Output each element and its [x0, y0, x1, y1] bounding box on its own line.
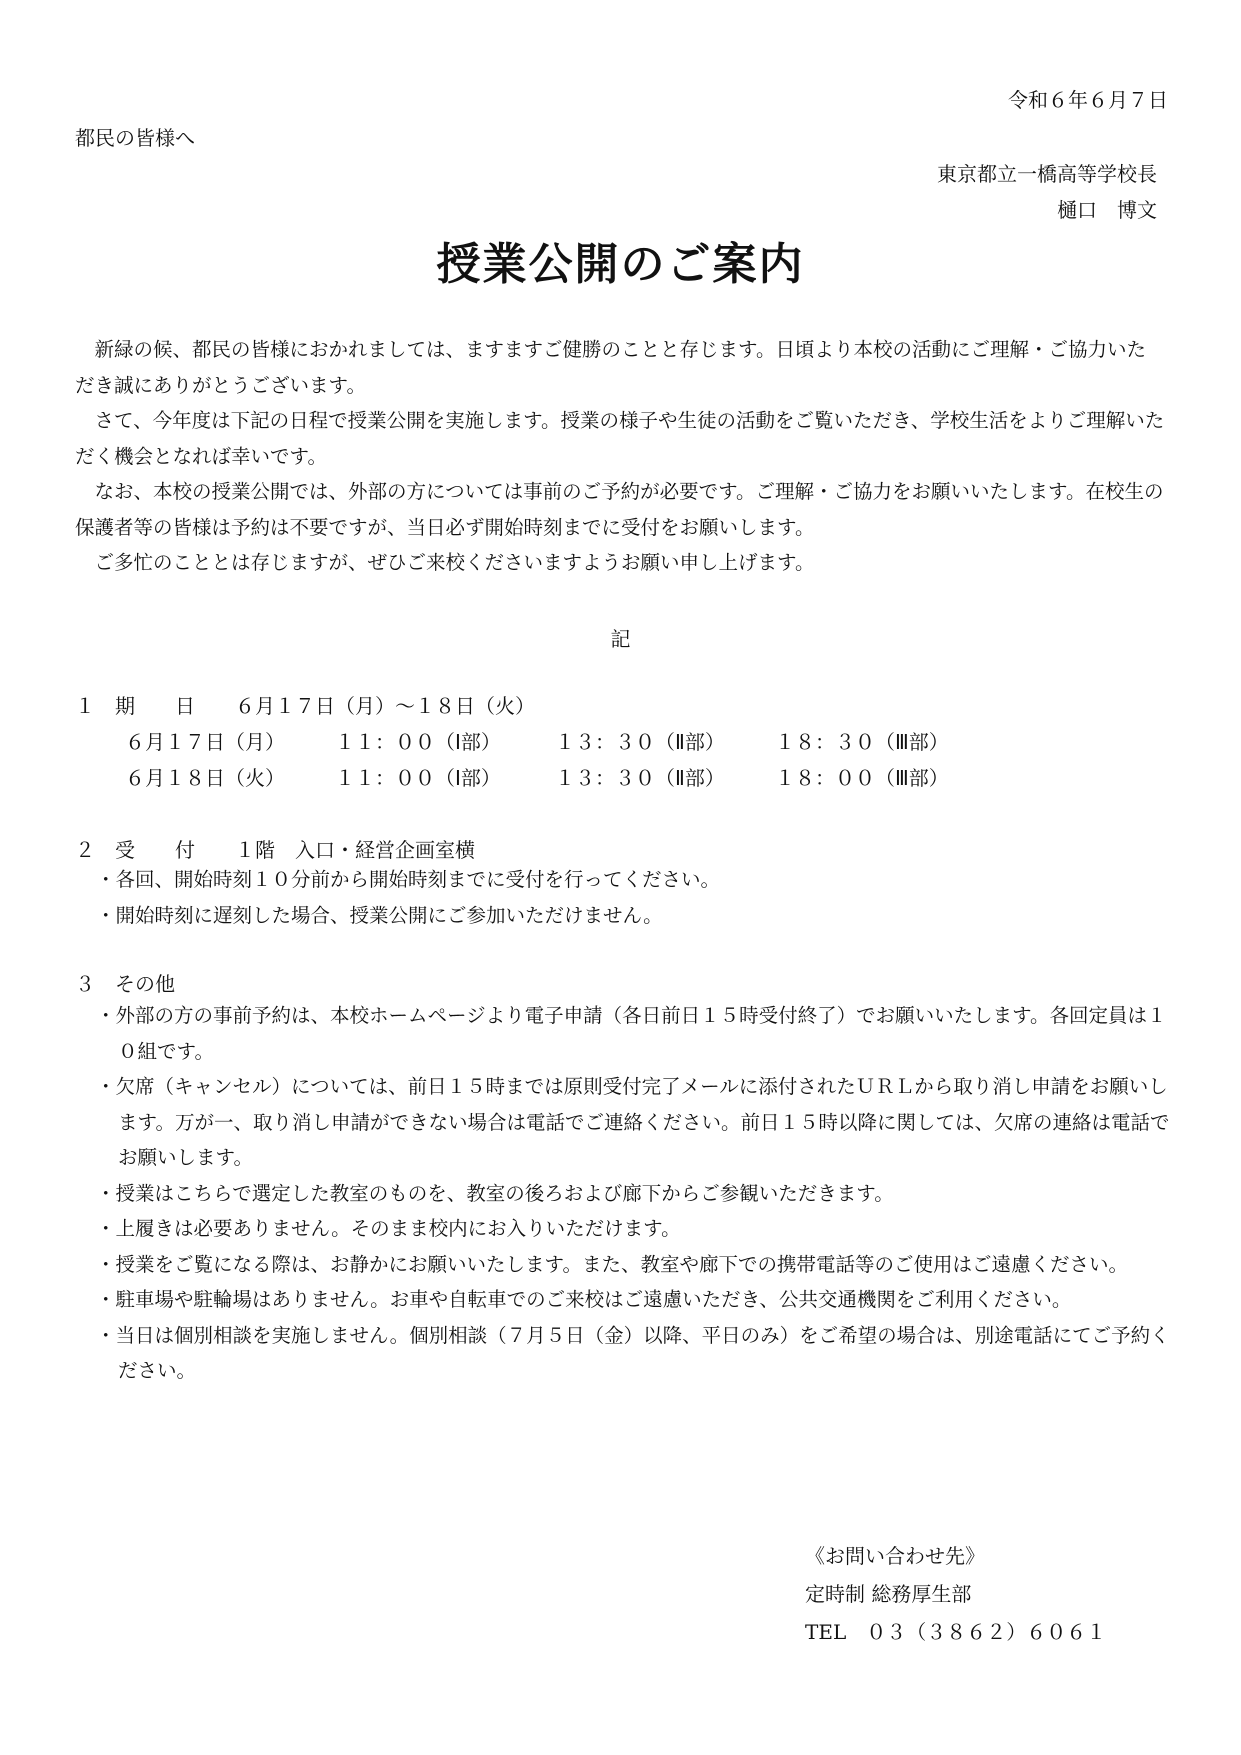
section-value: １階 入口・経営企画室横 — [235, 838, 475, 862]
sender-name: 樋口 博文 — [1057, 198, 1157, 222]
intro-body — [75, 332, 1165, 581]
intro-paragraph: 新緑の候、都民の皆様におかれましては、ますますご健勝のことと存じます。日頃より本校の活動にご理解・ご協力いただき誠にありがとうございます。 — [75, 338, 1146, 397]
section-number: ２ — [75, 838, 95, 862]
list-item: ・授業はこちらで選定した教室のものを、教室の後ろおよび廊下からご参観いただきます。 — [96, 1181, 894, 1205]
section-label: 受 付 — [115, 838, 195, 862]
intro-paragraph: なお、本校の授業公開では、外部の方については事前のご予約が必要です。ご理解・ご協力をお願いいたします。在校生の保護者等の皆様は予約は不要ですが、当日必ず開始時刻までに受付をお願いします。 — [75, 480, 1164, 539]
section-label: 期 日 — [115, 694, 195, 718]
schedule-day: ６月１８日（火） — [125, 766, 285, 790]
document-date: 令和６年６月７日 — [1008, 88, 1168, 112]
contact-heading: 《お問い合わせ先》 — [805, 1544, 985, 1568]
sender-organization: 東京都立一橋高等学校長 — [937, 162, 1157, 186]
session-2: １３：３０（Ⅱ部） — [555, 730, 725, 754]
list-item: ・外部の方の事前予約は、本校ホームページより電子申請（各日前日１５時受付終了）でお願いいたします。各回定員は１０組です。 — [96, 1004, 1167, 1063]
schedule-row — [125, 726, 949, 755]
section-dates — [75, 690, 535, 719]
session-1: １１：００（Ⅰ部） — [335, 766, 501, 790]
section-number: ３ — [75, 972, 95, 996]
contact-tel: TEL ０３（３８６２）６０６１ — [805, 1620, 1107, 1644]
section-reception — [75, 834, 475, 863]
session-3: １８：００（Ⅲ部） — [775, 766, 949, 790]
schedule-day: ６月１７日（月） — [125, 730, 285, 754]
schedule-row — [125, 762, 949, 791]
list-item: ・開始時刻に遅刻した場合、授業公開にご参加いただけません。 — [96, 903, 663, 927]
list-item: ・欠席（キャンセル）については、前日１５時までは原則受付完了メールに添付されたＵＲＬから取り消し申請をお願いします。万が一、取り消し申請ができない場合は電話でご連絡ください。前日１５時以降に関しては、欠席の連絡は電話でお願いします。 — [96, 1075, 1170, 1169]
intro-paragraph: さて、今年度は下記の日程で授業公開を実施します。授業の様子や生徒の活動をご覧いただき、学校生活をよりご理解いただく機会となれば幸いです。 — [75, 409, 1165, 468]
ki-heading: 記 — [610, 627, 631, 651]
intro-paragraph: ご多忙のこととは存じますが、ぜひご来校くださいますようお願い申し上げます。 — [94, 551, 815, 574]
page-title: 授業公開のご案内 — [436, 239, 805, 290]
section-number: １ — [75, 694, 95, 718]
session-1: １１：００（Ⅰ部） — [335, 730, 501, 754]
list-item: ・授業をご覧になる際は、お静かにお願いいたします。また、教室や廊下での携帯電話等のご使用はご遠慮ください。 — [96, 1252, 1128, 1276]
session-2: １３：３０（Ⅱ部） — [555, 766, 725, 790]
list-item: ・上履きは必要ありません。そのまま校内にお入りいただけます。 — [96, 1217, 681, 1240]
list-item: ・当日は個別相談を実施しません。個別相談（７月５日（金）以降、平日のみ）をご希望の場合は、別途電話にてご予約ください。 — [96, 1323, 1170, 1382]
section-label: その他 — [115, 972, 175, 996]
section-other — [75, 968, 175, 997]
session-3: １８：３０（Ⅲ部） — [775, 730, 949, 754]
contact-department: 定時制 総務厚生部 — [805, 1582, 972, 1606]
section-value: ６月１７日（月）～１８日（火） — [235, 694, 535, 718]
other-bullets — [96, 998, 1171, 1389]
list-item: ・駐車場や駐輪場はありません。お車や自転車でのご来校はご遠慮いただき、公共交通機関をご利用ください。 — [96, 1288, 1072, 1311]
addressee: 都民の皆様へ — [75, 126, 195, 150]
reception-bullets — [96, 862, 1171, 933]
list-item: ・各回、開始時刻１０分前から開始時刻までに受付を行ってください。 — [96, 868, 721, 891]
